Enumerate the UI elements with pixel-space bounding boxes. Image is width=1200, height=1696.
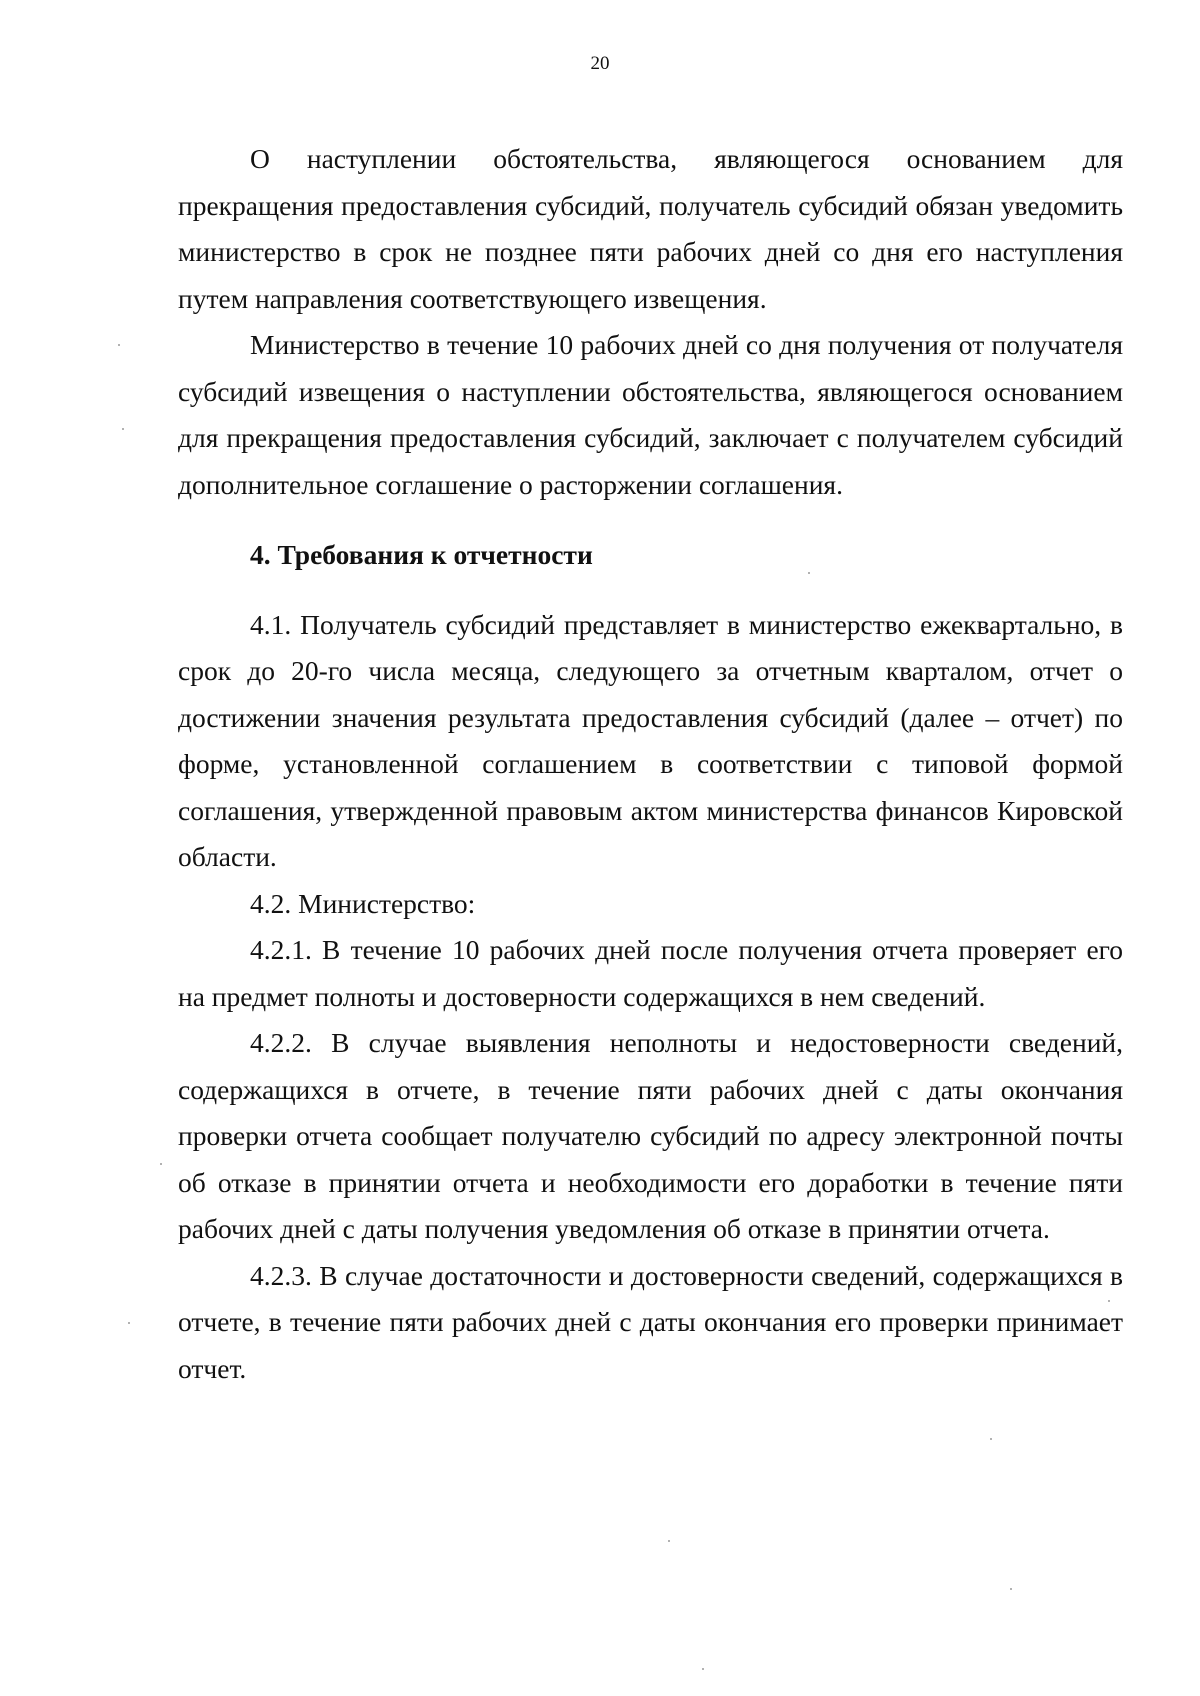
scan-speck [1108, 1300, 1110, 1302]
scan-speck [1010, 1588, 1012, 1590]
section-heading-reporting: 4. Требования к отчетности [250, 539, 593, 570]
scan-speck [160, 1163, 162, 1165]
scan-speck [128, 1322, 130, 1324]
paragraph-termination-notice: О наступлении обстоятельства, являющегося основанием для прекращения предоставления субсидий, получатель субсидий обязан уведомить министерство в срок не позднее пяти рабочих дней со дня его наступления путем направления соответствующего извещения. [178, 143, 1123, 314]
paragraph-4-2: 4.2. Министерство: [250, 887, 476, 919]
page-number: 20 [590, 53, 610, 74]
scan-speck [118, 344, 120, 346]
scan-speck [808, 572, 810, 574]
paragraph-4-1: 4.1. Получатель субсидий представляет в министерство ежеквартально, в срок до 20-го числа месяца, следующего за отчетным кварталом, отчет о достижении значения результата предоставления субсидий (далее – отчет) по форме, установленной соглашением в соответствии с типовой формой соглашения, утвержденной правовым актом министерства финансов Кировской области. [178, 608, 1123, 872]
scan-speck [702, 1668, 704, 1670]
paragraph-agreement-termination: Министерство в течение 10 рабочих дней со дня получения от получателя субсидий извещения о наступлении обстоятельства, являющегося основанием для прекращения предоставления субсидий, заключает с получателем субсидий дополнительное соглашение о расторжении соглашения. [178, 329, 1123, 500]
document-body [178, 136, 1123, 1392]
paragraph-4-2-3: 4.2.3. В случае достаточности и достоверности сведений, содержащихся в отчете, в течение пяти рабочих дней с даты окончания его проверки принимает отчет. [178, 1259, 1123, 1384]
paragraph-4-2-1: 4.2.1. В течение 10 рабочих дней после получения отчета проверяет его на предмет полноты и достоверности содержащихся в нем сведений. [178, 934, 1123, 1012]
paragraph-4-2-2: 4.2.2. В случае выявления неполноты и недостоверности сведений, содержащихся в отчете, в течение пяти рабочих дней с даты окончания проверки отчета сообщает получателю субсидий по адресу электронной почты об отказе в принятии отчета и необходимости его доработки в течение пяти рабочих дней с даты получения уведомления об отказе в принятии отчета. [178, 1027, 1123, 1244]
scan-speck [668, 1540, 670, 1542]
scan-speck [990, 1438, 992, 1440]
scan-speck [122, 428, 124, 430]
